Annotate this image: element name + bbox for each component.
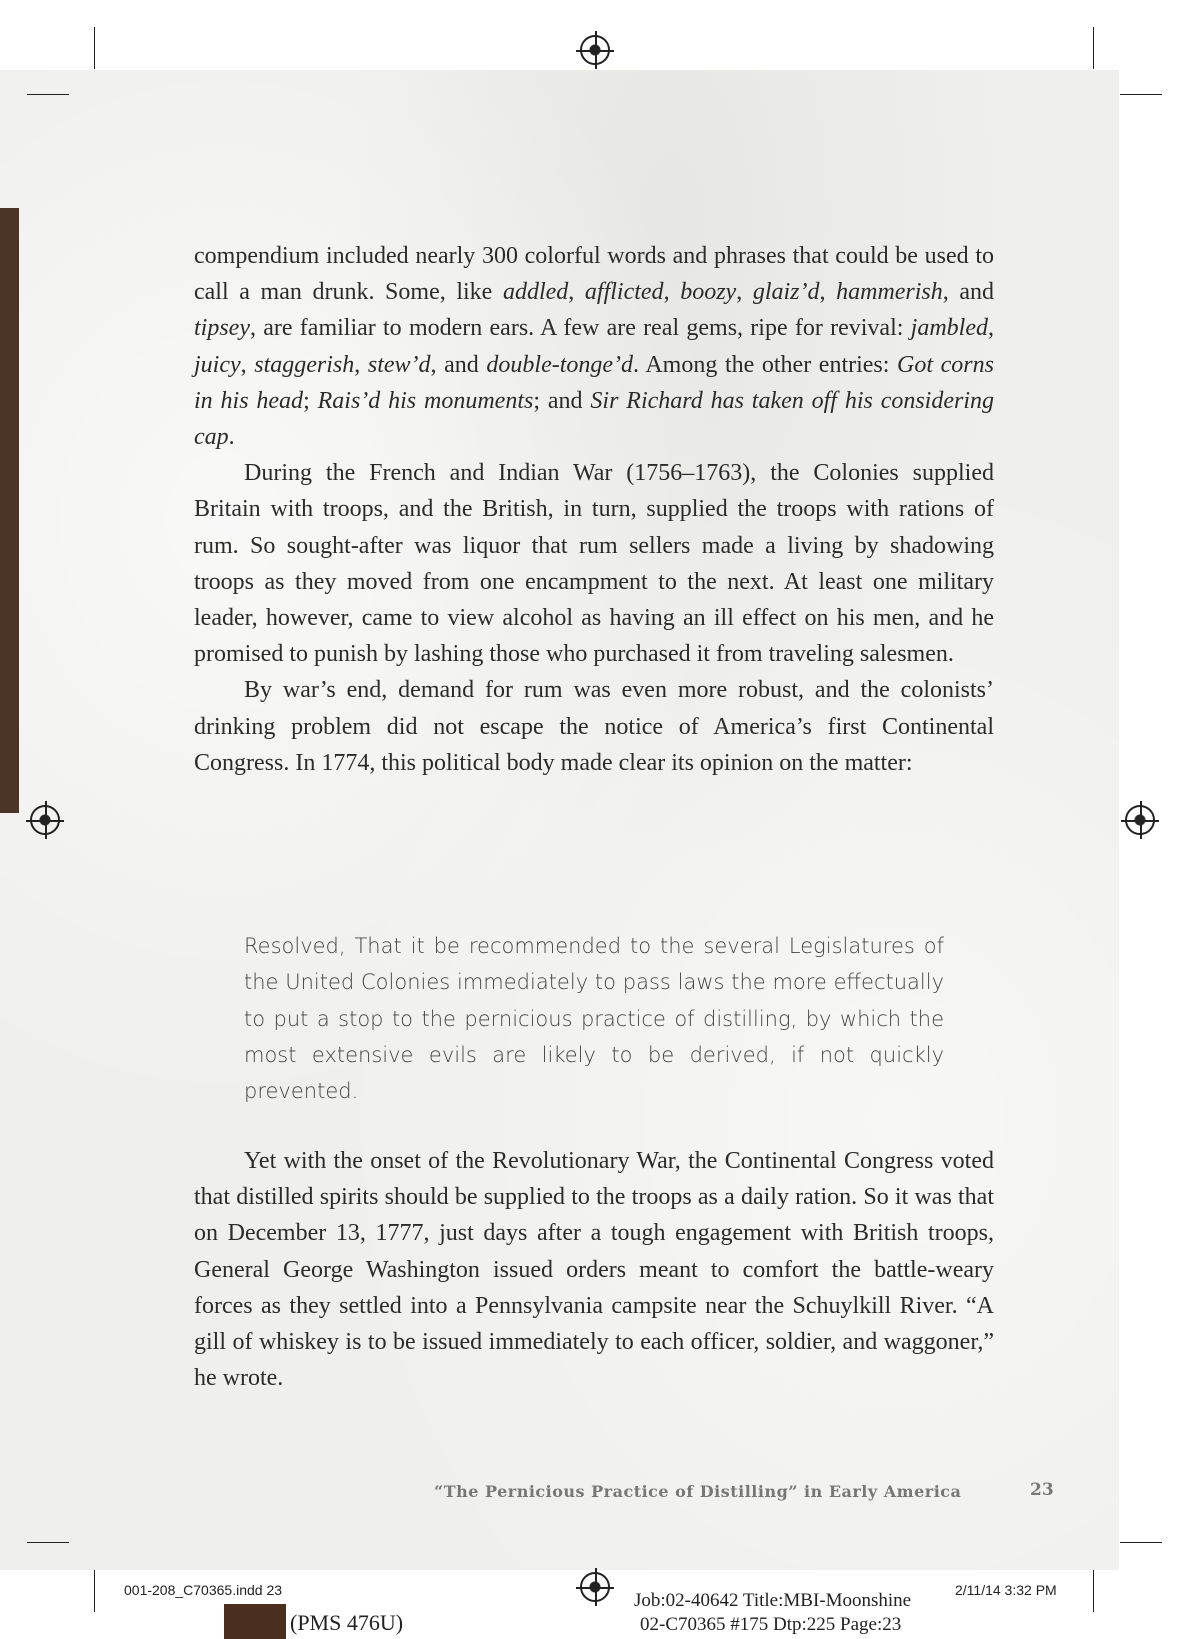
italic-term: boozy (680, 279, 737, 306)
slug-info: 02-C70365 #175 Dtp:225 Page:23 (640, 1614, 902, 1635)
crop-mark (27, 94, 69, 95)
italic-term: glaiz’d (752, 279, 820, 306)
registration-mark-icon (30, 805, 60, 835)
registration-mark-icon (580, 1572, 610, 1602)
text-run: , are familiar to modern ears. A few are real gems, ripe for revival: (249, 315, 911, 342)
page-number: 23 (1030, 1480, 1054, 1500)
crop-mark (1120, 1542, 1162, 1543)
text-run: ; and (533, 387, 591, 414)
crop-mark (27, 1542, 69, 1543)
text-run: , (988, 315, 994, 342)
crop-mark (1093, 27, 1094, 69)
slug-file: 001-208_C70365.indd 23 (124, 1582, 283, 1598)
registration-mark-icon (580, 35, 610, 65)
crop-mark (1120, 94, 1162, 95)
text-run: ; (303, 387, 318, 414)
text-run: , (736, 279, 753, 306)
slug-job: Job:02-40642 Title:MBI-Moonshine (634, 1590, 912, 1611)
italic-term: Rais’d his monuments (317, 387, 534, 414)
text-run: . Among the other entries: (633, 351, 898, 378)
text-run: . (228, 424, 235, 451)
italic-term: staggerish (254, 351, 355, 378)
italic-term: hammerish (836, 279, 943, 306)
text-run: , (819, 279, 837, 306)
text-run: , (568, 279, 585, 306)
crop-mark (94, 27, 95, 69)
body-text-bottom (194, 1143, 994, 1396)
text-run: , (354, 351, 368, 378)
italic-term: stew’d (367, 351, 431, 378)
slug-date: 2/11/14 3:32 PM (955, 1582, 1057, 1598)
italic-term: addled (502, 279, 569, 306)
paragraph: By war’s end, demand for rum was even more robust, and the colonists’ drinking problem did not escape the notice of America’s first Continental Congress. In 1774, this political body made clear its opinion on the matter: (194, 677, 994, 776)
italic-term: double-tonge’d (486, 351, 634, 378)
italic-term: Got corns in his head (194, 351, 994, 414)
body-text-top (194, 238, 994, 781)
italic-term: Sir Richard has taken off his considering cap (194, 387, 995, 451)
running-footer-title: “The Pernicious Practice of Distilling” in Early America (434, 1482, 962, 1501)
text-run: , and (942, 279, 995, 306)
text-run: compendium included nearly 300 colorful words and phrases that could be used to call a man drunk. Some, like (194, 243, 994, 306)
italic-term: afflicted (584, 279, 664, 306)
registration-mark-icon (1125, 805, 1155, 835)
block-quote: Resolved, That it be recommended to the several Legislatures of the United Colonies immediately to pass laws the more effectually to put a stop to the pernicious practice of distilling, by which the most extensive evils are likely to be derived, if not quickly prevented. (244, 934, 944, 1104)
paragraph: Yet with the onset of the Revolutionary War, the Continental Congress voted that distilled spirits should be supplied to the troops as a daily ration. So it was that on December 13, 1777, just days after a tough engagement with British troops, General George Washington issued orders meant to comfort the battle-weary forces as they settled into a Pennsylvania campsite near the Schuylkill River. “A gill of whiskey is to be issued immediately to each officer, soldier, and waggoner,” he wrote. (194, 1148, 994, 1392)
paragraph (194, 238, 994, 455)
text-run: , and (430, 351, 487, 378)
paragraph: During the French and Indian War (1756–1763), the Colonies supplied Britain with troops, and the British, in turn, supplied the troops with rations of rum. So sought-after was liquor that rum sellers made a living by shadowing troops as they moved from one encampment to the next. At least one military leader, however, came to view alcohol as having an ill effect on his men, and he promised to punish by lashing those who purchased it from traveling salesmen. (194, 460, 994, 668)
crop-mark (94, 1570, 95, 1612)
text-run: , (240, 351, 255, 378)
crop-mark (1093, 1570, 1094, 1612)
color-swatch (224, 1604, 286, 1639)
italic-term: juicy (194, 351, 241, 378)
slug-pms: (PMS 476U) (290, 1610, 404, 1635)
italic-term: tipsey (194, 315, 250, 342)
spine-color-bar (0, 208, 19, 813)
text-run: , (663, 279, 681, 306)
italic-term: jambled (910, 315, 988, 342)
